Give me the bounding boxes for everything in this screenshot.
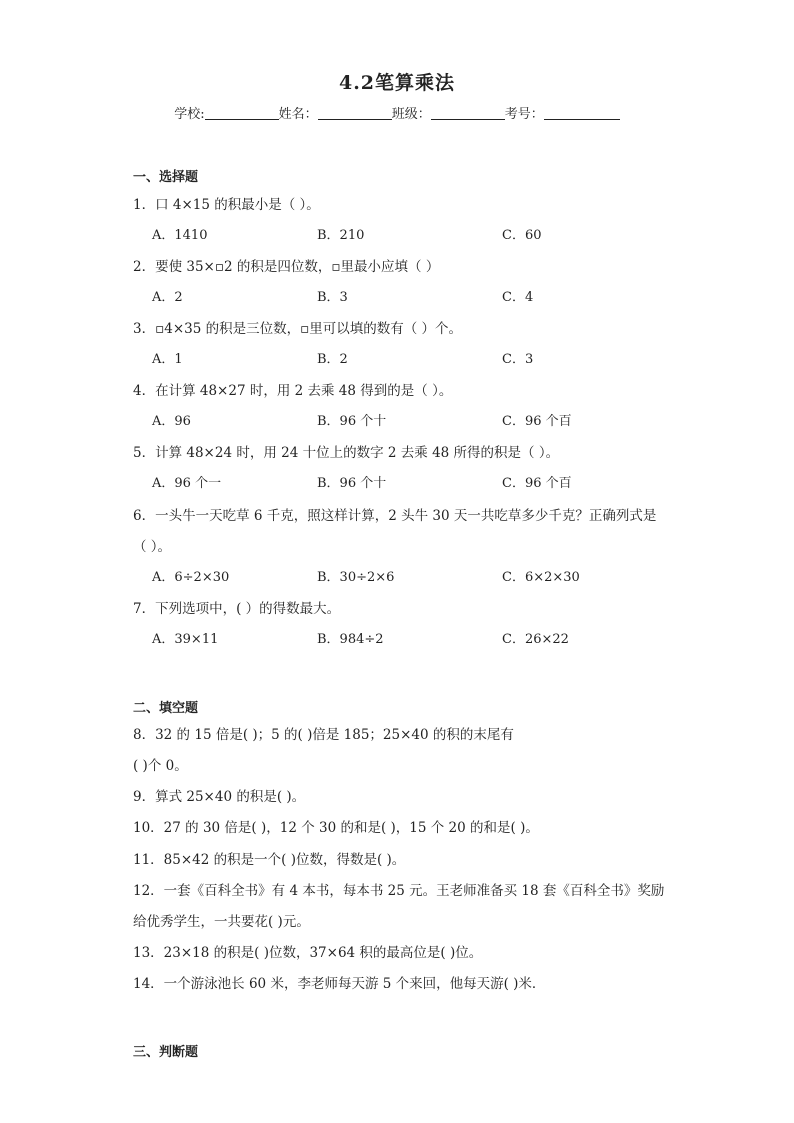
fill-question: 11．85×42 的积是一个( )位数，得数是( )。 [133, 852, 406, 868]
option-a[interactable]: A．6÷2×30 [152, 570, 230, 585]
section-title-choice: 一、选择题 [133, 170, 199, 185]
exam-no-label: 考号： [504, 107, 544, 122]
option-b[interactable]: B．984÷2 [317, 632, 384, 647]
name-label: 姓名： [278, 107, 318, 122]
question-stem: 3．▫4×35 的积是三位数，▫里可以填的数有（ ）个。 [133, 321, 463, 337]
fill-question-continued: ( )个 0。 [133, 758, 188, 774]
school-blank[interactable] [205, 106, 279, 120]
section-title-judge: 三、判断题 [133, 1045, 199, 1060]
fill-question: 8．32 的 15 倍是( )；5 的( )倍是 185；25×40 的积的末尾有 [133, 727, 514, 743]
option-b[interactable]: B．96 个十 [317, 476, 387, 491]
option-b[interactable]: B．3 [317, 290, 348, 305]
question-stem: 1．口 4×15 的积最小是（ ）。 [133, 197, 320, 213]
option-a[interactable]: A．96 [152, 414, 191, 429]
option-b[interactable]: B．2 [317, 352, 348, 367]
option-c[interactable]: C．96 个百 [502, 476, 572, 491]
option-c[interactable]: C．96 个百 [502, 414, 572, 429]
option-a[interactable]: A．96 个一 [152, 476, 222, 491]
school-label: 学校: [174, 107, 205, 122]
section-title-fill: 二、填空题 [133, 701, 199, 716]
question-stem: 2．要使 35×▫2 的积是四位数，▫里最小应填（ ） [133, 259, 440, 275]
student-info-line [0, 103, 794, 122]
option-c[interactable]: C．4 [502, 290, 534, 305]
option-b[interactable]: B．210 [317, 228, 365, 243]
option-c[interactable]: C．6×2×30 [502, 570, 580, 585]
exam-no-blank[interactable] [544, 106, 620, 120]
fill-question: 13．23×18 的积是( )位数，37×64 积的最高位是( )位。 [133, 945, 483, 961]
fill-question: 12．一套《百科全书》有 4 本书，每本书 25 元。王老师准备买 18 套《百科全书》奖励 [133, 883, 665, 899]
option-b[interactable]: B．96 个十 [317, 414, 387, 429]
option-a[interactable]: A．2 [152, 290, 183, 305]
fill-question: 14．一个游泳池长 60 米，李老师每天游 5 个来回，他每天游( )米． [133, 976, 546, 992]
class-blank[interactable] [431, 106, 505, 120]
fill-question: 10．27 的 30 倍是( )，12 个 30 的和是( )，15 个 20 的和是( )。 [133, 820, 539, 836]
fill-question-continued: 给优秀学生，一共要花( )元。 [133, 914, 310, 930]
option-b[interactable]: B．30÷2×6 [317, 570, 395, 585]
question-stem-continued: （ ）。 [133, 539, 172, 555]
name-blank[interactable] [318, 106, 392, 120]
class-label: 班级： [391, 107, 431, 122]
question-stem: 6．一头牛一天吃草 6 千克，照这样计算，2 头牛 30 天一共吃草多少千克？正确列式是 [133, 508, 657, 524]
option-c[interactable]: C．26×22 [502, 632, 569, 647]
question-stem: 5．计算 48×24 时，用 24 十位上的数字 2 去乘 48 所得的积是（ ）。 [133, 445, 560, 461]
question-stem: 7．下列选项中，( ）的得数最大。 [133, 601, 341, 617]
option-a[interactable]: A．1410 [152, 228, 208, 243]
option-a[interactable]: A．1 [152, 352, 183, 367]
option-c[interactable]: C．60 [502, 228, 542, 243]
option-c[interactable]: C．3 [502, 352, 534, 367]
option-a[interactable]: A．39×11 [152, 632, 219, 647]
fill-question: 9．算式 25×40 的积是( )。 [133, 789, 306, 805]
page-title: 4.2笔算乘法 [338, 72, 456, 94]
question-stem: 4．在计算 48×27 时，用 2 去乘 48 得到的是（ ）。 [133, 383, 453, 399]
